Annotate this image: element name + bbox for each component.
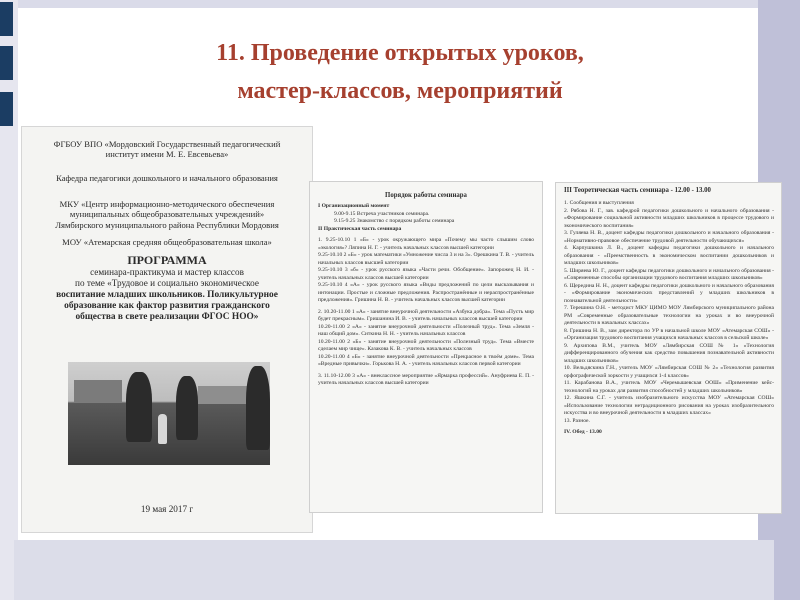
center-name: МКУ «Центр информационно-методического обеспечения муниципальных общеобразовательных учреждений» Лямбирского муниципального района Республики Мордовия bbox=[55, 199, 279, 230]
theory-line: 10. Вельдяскина Г.Н., учитель МОУ «Лямбирская СОШ № 2» «Технология развития орфографической зоркости у учащихся 1-4 классов» bbox=[564, 365, 774, 379]
theory-line: 9. Архипова В.М., учитель МОУ «Лямбирская СОШ № 1» «Технология дифференцированного обучения как средство повышения познавательной активности младших школьников» bbox=[564, 342, 774, 364]
slide-title bbox=[0, 34, 800, 110]
agenda-line: 1. 9.25-10.10 1 «Б» - урок окружающего мира «Почему мы часто слышим слово «экология»? Ляпина Н. Г. - учитель начальных классов высшей категории bbox=[318, 237, 534, 251]
agenda-line: 2. 10.20-11.00 1 «А» - занятие внеурочной деятельности «Азбука добра». Тема «Пусть мир будет прекрасным». Гришанина И. В. - учитель начальных классов высшей категории bbox=[318, 308, 534, 322]
agenda-line: 10.20-11.00 2 «Б» - занятие внеурочной деятельности «Полезный труд». Тема «Вместе сделаем мир чище». Казакова К. В. - учитель начальных классов bbox=[318, 338, 534, 352]
agenda-line: I Организационный момент bbox=[318, 203, 390, 209]
theory-line: 8. Гришина Н. В., зам директора по УР в начальной школе МОУ «Атемарская СОШ» - «Организация трудового воспитания учащихся начальных классов в сельской школе» bbox=[564, 327, 774, 341]
agenda-line: 9.00-9.15 Встреча участников семинара. bbox=[334, 210, 430, 217]
program-cover-document bbox=[22, 127, 312, 532]
school-name: МОУ «Атемарская средняя общеобразовательная школа» bbox=[62, 237, 272, 247]
slide-title-line-1: 11. Проведение открытых уроков, bbox=[216, 40, 584, 66]
slide-bottom-band bbox=[14, 540, 774, 600]
agenda-lines bbox=[318, 203, 534, 388]
agenda-heading: Порядок работы семинара bbox=[385, 192, 467, 199]
theory-heading: III Теоретическая часть семинара - 12.00 - 13.00 bbox=[564, 187, 711, 194]
theory-line: 1. Сообщения и выступления bbox=[564, 200, 634, 206]
theory-line: 12. Яшкина С.Г. - учитель изобразительного искусства МОУ «Атемарская СОШ» «Использование технологии нетрадиционного рисования на уроках изобразительного искусства и во внеурочной деятельности в младших классах» bbox=[564, 395, 774, 416]
theory-line: IV. Обед - 13.00 bbox=[564, 429, 602, 435]
agenda-line: 9.15-9.25 Знакомство с порядком работы семинара bbox=[334, 218, 455, 224]
agenda-line: 3. 11.10-12.00 3 «А» - внеклассное мероприятие «Ярмарка профессий». Ануфриева Е. П. - учитель начальных классов высшей категории bbox=[318, 372, 534, 386]
agenda-line: 10.20-11.00 2 «А» - занятие внеурочной деятельности «Полезный труд». Тема «Земля - наш общий дом». Ситкина Н. Н. - учитель начальных классов bbox=[318, 323, 534, 337]
agenda-line: II Практическая часть семинара bbox=[318, 225, 402, 232]
agenda-line: 9.25-10.10 2 «Б» - урок математики «Умножение числа 3 и на 3». Орешкина Т. В. - учитель начальных классов высшей категории bbox=[318, 252, 534, 266]
agenda-line: 9.25-10.10 3 «б» - урок русского языка «Части речи. Обобщение». Запорожец Н. И. - учитель начальных классов высшей категории bbox=[318, 267, 534, 281]
theory-line: 6. Щерединa Н. Н., доцент кафедры педагогики дошкольного и начального образования - «Формирование экономических представлений у младших школьников в познавательной деятельности» bbox=[564, 282, 774, 304]
theory-line: 3. Гуляева Н. В., доцент кафедры педагогики дошкольного и начального образования - «Нормативно-правовое обеспечение трудовой деятельности обучающихся» bbox=[564, 230, 774, 244]
theory-line: 11. Карабанова В.А., учитель МОУ «Черемышевская ООШ» «Применение кейс-технологий на уроках для развития способностей у младших школьников» bbox=[564, 380, 774, 394]
org-name: ФГБОУ ВПО «Мордовский Государственный педагогический институт имени М. Е. Евсевьева» bbox=[53, 139, 281, 160]
theory-line: 2. Рябова Н. Г., зав. кафедрой педагогики дошкольного и начального образования - «Формирование социальной активности младших школьников в процессе трудового и экономического воспитания» bbox=[564, 207, 774, 229]
department-name: Кафедра педагогики дошкольного и начального образования bbox=[56, 173, 278, 183]
program-date: 19 мая 2017 г bbox=[140, 504, 194, 515]
agenda-line: 9.25-10.10 4 «А» - урок русского языка «Виды предложений по цели высказывания и интонации. Простые и сложные предложения. Распространённые и нераспространённые предложения». Гришина Н. В. - учитель начальных классов высшей категории bbox=[318, 282, 534, 303]
school-photo bbox=[68, 362, 270, 465]
program-subtitle: семинара-практикума и мастер классов по теме «Трудовое и социально экономическое bbox=[75, 267, 259, 288]
theory-line: 5. Ширяева Ю. Г., доцент кафедры педагогики дошкольного и начального образования - «Современные способы организации трудового воспитания младших школьников» bbox=[564, 267, 774, 281]
program-theme: воспитание младших школьников. Поликультурное образование как фактор развития гражданского общества в свете реализации ФГОС НОО» bbox=[56, 290, 278, 323]
theory-line: 7. Терешина О.Н. - методист МКУ ЦИМО МОУ Лямбирского муниципального района РМ «Современные образовательные технологии на уроках и во внеурочной деятельности в начальных классах» bbox=[564, 305, 774, 326]
theory-lines bbox=[564, 200, 774, 437]
program-heading: ПРОГРАММА bbox=[127, 253, 207, 267]
seminar-agenda-document bbox=[310, 182, 542, 512]
agenda-line: 10.20-11.00 4 «Б» - занятие внеурочной деятельности «Прекрасное в твоём доме». Тема «Вредные привычки». Горькова Н. А. - учитель начальных классов первой категории bbox=[318, 353, 534, 367]
slide-left-tab bbox=[0, 2, 13, 36]
theory-part-document bbox=[556, 183, 781, 513]
slide-title-line-2: мастер-классов, мероприятий bbox=[237, 78, 563, 104]
slide-top-strip bbox=[0, 0, 800, 8]
theory-line: 13. Разное. bbox=[564, 417, 590, 424]
theory-line: 4. Карпушкина Л. В., доцент кафедры педагогики дошкольного и начального образования - «Преемственность в экономическом воспитании дошкольников и младших школьников» bbox=[564, 245, 774, 266]
